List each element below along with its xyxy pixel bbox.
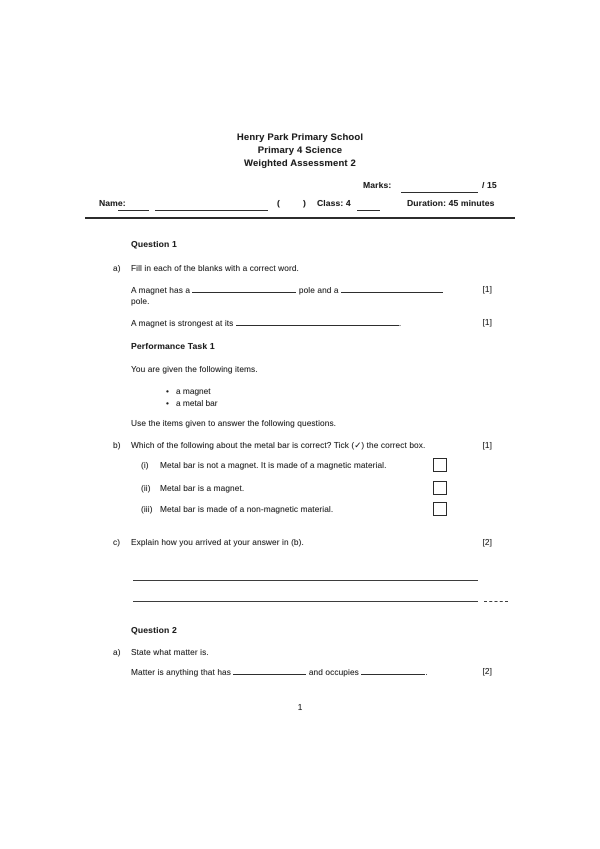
- option-row-ii: [141, 483, 492, 494]
- marks-badge: [2]: [482, 537, 492, 547]
- answer-line-dash-tail: [484, 601, 508, 602]
- fill-blank-south-pole[interactable]: [341, 284, 443, 293]
- marks-badge: [1]: [482, 284, 492, 294]
- name-row: [99, 198, 519, 211]
- answer-line[interactable]: [133, 580, 478, 581]
- q2-part-a-prompt: State what matter is.: [131, 647, 209, 657]
- marks-label: Marks:: [363, 180, 392, 190]
- performance-task-outro: Use the items given to answer the following questions.: [131, 418, 337, 428]
- q1a-fill2-row: [113, 317, 492, 329]
- paren-open: (: [277, 198, 280, 208]
- part-a-marker: a): [113, 263, 121, 273]
- fill1-mid-text: pole and a: [298, 285, 339, 295]
- part-b-marker: b): [113, 440, 121, 450]
- q1a-fill1-row: [113, 284, 492, 307]
- marks-blank[interactable]: [401, 183, 478, 193]
- question1-title: Question 1: [131, 239, 177, 249]
- option-numeral: (ii): [141, 483, 151, 493]
- part-c-prompt: Explain how you arrived at your answer in (b).: [131, 537, 304, 547]
- assessment-title: Weighted Assessment 2: [244, 158, 356, 169]
- fill2-period: .: [398, 318, 402, 328]
- page-number: 1: [297, 702, 303, 712]
- fill-blank-north-pole[interactable]: [192, 284, 296, 293]
- q1-part-c-row: [113, 537, 492, 548]
- part-a-marker: a): [113, 647, 121, 657]
- header-rule: [85, 217, 515, 219]
- q2a-fill-row: [113, 666, 492, 678]
- name-blank-long[interactable]: [155, 201, 268, 211]
- q1-part-a-row: [113, 263, 492, 274]
- school-title: Henry Park Primary School: [236, 132, 364, 143]
- option-text: Metal bar is made of a non-magnetic material.: [160, 504, 334, 514]
- bullet-item-text: a metal bar: [176, 398, 218, 408]
- fill-blank-mass[interactable]: [233, 666, 306, 675]
- tick-checkbox-i[interactable]: [433, 458, 447, 472]
- option-row-iii: [141, 504, 492, 515]
- fill-blank-space[interactable]: [361, 666, 428, 677]
- fill1-cont-text: pole.: [131, 296, 150, 306]
- part-b-prompt: Which of the following about the metal bar is correct? Tick (✓) the correct box.: [131, 440, 426, 450]
- question2-title: Question 2: [131, 625, 177, 635]
- q1-part-b-row: [113, 440, 492, 451]
- bullet-list-item: [166, 397, 218, 409]
- option-text: Metal bar is a magnet.: [160, 483, 245, 493]
- option-numeral: (iii): [141, 504, 153, 514]
- marks-total: / 15: [482, 180, 497, 190]
- marks-badge: [1]: [482, 317, 492, 327]
- bullet-list-item: [166, 385, 211, 397]
- fill2-pre-text: A magnet is strongest at its: [131, 318, 234, 328]
- marks-badge: [2]: [482, 666, 492, 676]
- option-text: Metal bar is not a magnet. It is made of a magnetic material.: [160, 460, 387, 470]
- tick-checkbox-iii[interactable]: [433, 502, 447, 516]
- name-blank-short[interactable]: [118, 201, 149, 211]
- duration-label: Duration: 45 minutes: [407, 198, 495, 208]
- bullet-icon: •: [166, 398, 169, 408]
- answer-line[interactable]: [133, 601, 478, 602]
- marks-badge: [1]: [482, 440, 492, 450]
- q2-fill-period: .: [425, 667, 428, 677]
- option-row-i: [141, 460, 492, 471]
- paren-close: ): [303, 198, 306, 208]
- bullet-icon: •: [166, 386, 169, 396]
- q2-part-a-row: [113, 647, 492, 658]
- part-a-prompt: Fill in each of the blanks with a correct word.: [131, 263, 299, 273]
- performance-task-intro: You are given the following items.: [131, 364, 258, 374]
- q2-fill-mid-text: and occupies: [308, 667, 359, 677]
- name-label: Name:: [99, 198, 126, 208]
- option-numeral: (i): [141, 460, 149, 470]
- class-label: Class: 4: [317, 198, 351, 208]
- part-c-marker: c): [113, 537, 121, 547]
- tick-checkbox-ii[interactable]: [433, 481, 447, 495]
- subject-title: Primary 4 Science: [257, 145, 343, 156]
- class-blank[interactable]: [357, 201, 380, 211]
- fill1-pre-text: A magnet has a: [131, 285, 191, 295]
- fill-blank-strongest[interactable]: [236, 317, 402, 328]
- performance-task-title: Performance Task 1: [131, 341, 215, 351]
- header-title-block: [0, 131, 600, 170]
- q2-fill-pre-text: Matter is anything that has: [131, 667, 232, 677]
- bullet-item-text: a magnet: [176, 386, 211, 396]
- marks-row: [363, 180, 513, 193]
